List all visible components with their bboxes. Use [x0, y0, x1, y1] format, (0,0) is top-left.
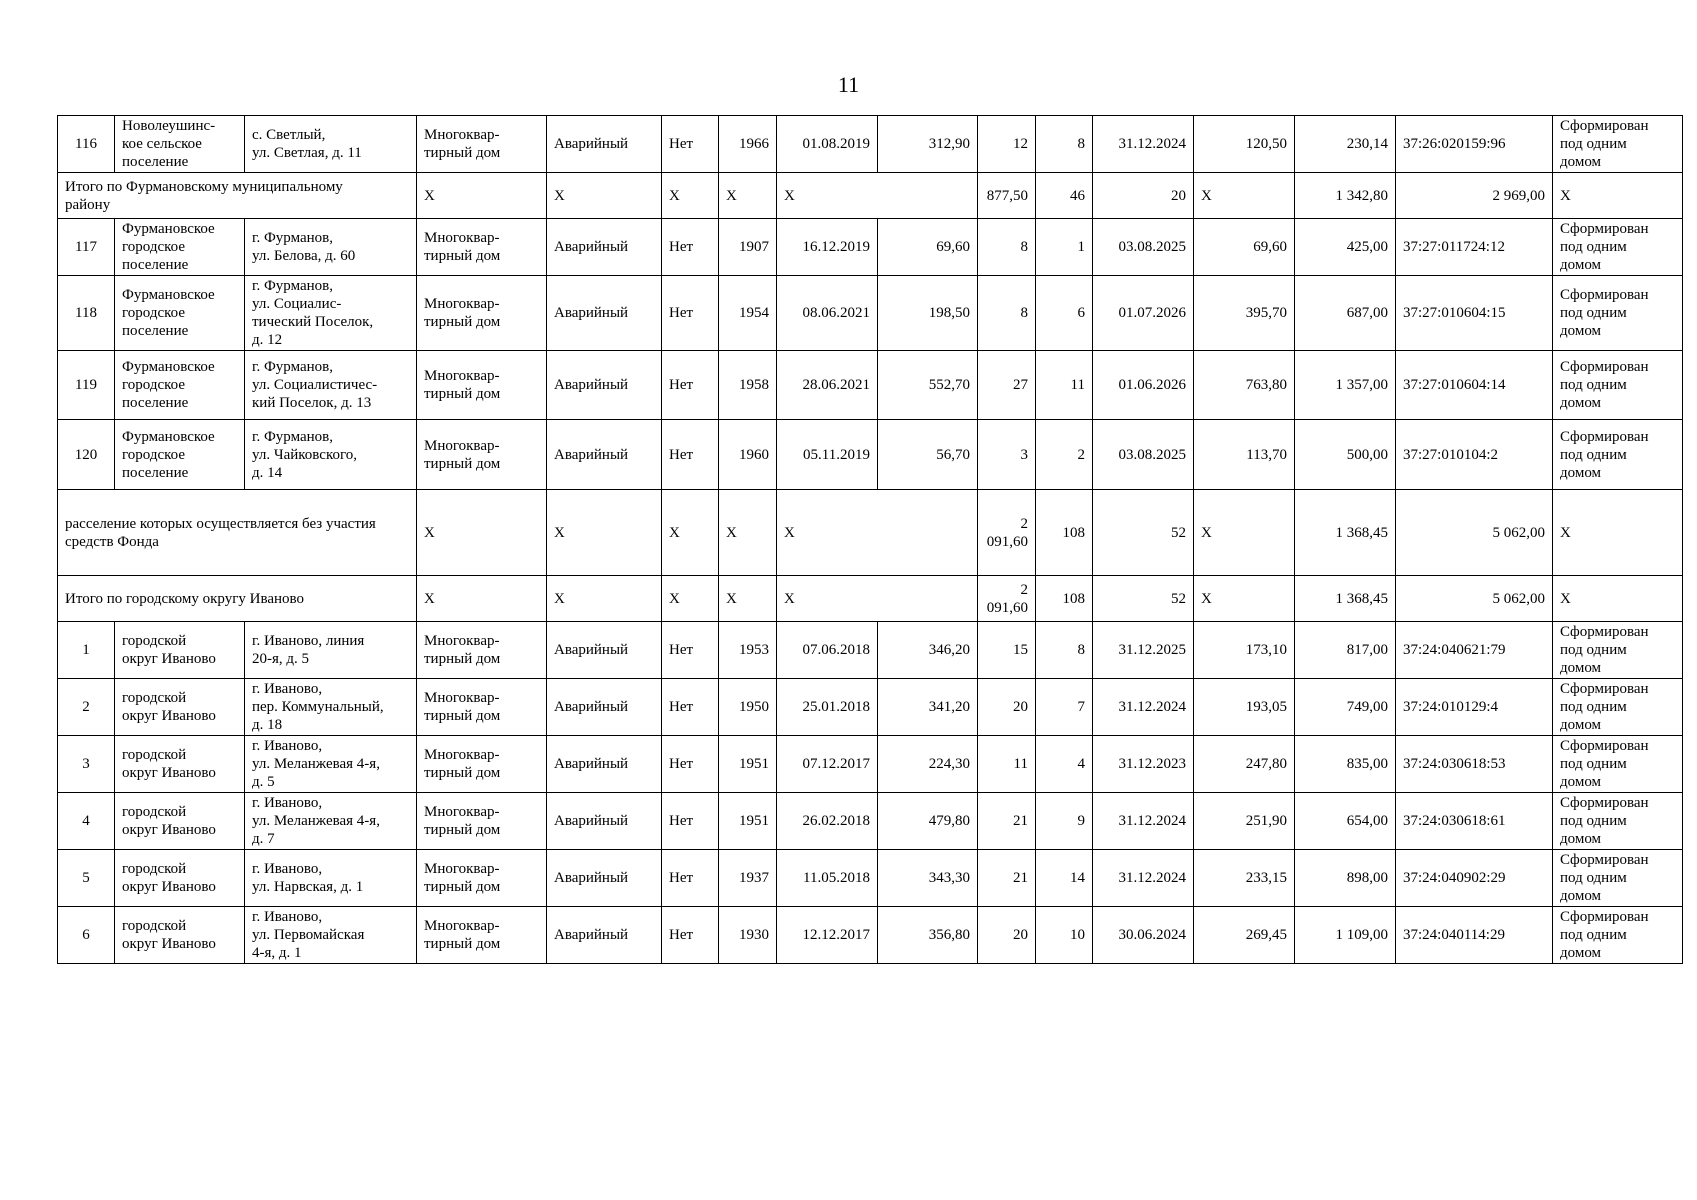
house-type-cell: Многоквар- тирный дом [417, 351, 547, 420]
cadastral-number-cell: 37:26:020159:96 [1396, 116, 1553, 173]
land-area-cell: 500,00 [1295, 420, 1396, 490]
area-cell: 69,60 [878, 219, 978, 276]
x-cell: X [719, 576, 777, 622]
resettle-area-cell: 1 342,80 [1295, 173, 1396, 219]
land-area-cell: 2 969,00 [1396, 173, 1553, 219]
residents-cell: 20 [978, 907, 1036, 964]
x-cell: X [1553, 173, 1683, 219]
status-cell: Сформирован под одним домом [1553, 679, 1683, 736]
area-cell: 2 091,60 [978, 490, 1036, 576]
cadastral-number-cell: 37:24:010129:4 [1396, 679, 1553, 736]
resettle-area-cell: 1 368,45 [1295, 490, 1396, 576]
x-cell: X [662, 490, 719, 576]
row-number-cell: 2 [58, 679, 115, 736]
table-row [58, 276, 1683, 351]
status-cell: Сформирован под одним домом [1553, 850, 1683, 907]
flag-cell: Нет [662, 116, 719, 173]
area-cell: 198,50 [878, 276, 978, 351]
rooms-cell: 1 [1036, 219, 1093, 276]
land-area-cell: 749,00 [1295, 679, 1396, 736]
housing-registry-table [57, 115, 1683, 964]
residents-cell: 8 [978, 219, 1036, 276]
rooms-cell: 14 [1036, 850, 1093, 907]
land-area-cell: 835,00 [1295, 736, 1396, 793]
date-cell: 07.06.2018 [777, 622, 878, 679]
total-row [58, 576, 1683, 622]
house-type-cell: Многоквар- тирный дом [417, 219, 547, 276]
resettle-area-cell: 1 368,45 [1295, 576, 1396, 622]
area-cell: 356,80 [878, 907, 978, 964]
area-cell: 2 091,60 [978, 576, 1036, 622]
land-area-cell: 1 357,00 [1295, 351, 1396, 420]
year-cell: 1954 [719, 276, 777, 351]
deadline-cell: 31.12.2024 [1093, 116, 1194, 173]
cadastral-number-cell: 37:24:030618:53 [1396, 736, 1553, 793]
area-cell: 346,20 [878, 622, 978, 679]
rooms-cell: 8 [1036, 622, 1093, 679]
deadline-cell: 01.07.2026 [1093, 276, 1194, 351]
rooms-cell: 52 [1093, 490, 1194, 576]
table-row [58, 420, 1683, 490]
municipality-cell: Фурмановское городское поселение [115, 276, 245, 351]
x-cell: X [719, 490, 777, 576]
total-title-cell: Итого по городскому округу Иваново [58, 576, 417, 622]
municipality-cell: Фурмановское городское поселение [115, 219, 245, 276]
state-cell: Аварийный [547, 736, 662, 793]
land-area-cell: 425,00 [1295, 219, 1396, 276]
flag-cell: Нет [662, 276, 719, 351]
deadline-cell: 31.12.2024 [1093, 850, 1194, 907]
residents-cell: 20 [978, 679, 1036, 736]
flag-cell: Нет [662, 736, 719, 793]
status-cell: Сформирован под одним домом [1553, 219, 1683, 276]
deadline-cell: 03.08.2025 [1093, 219, 1194, 276]
area-cell: 343,30 [878, 850, 978, 907]
table-row [58, 219, 1683, 276]
x-cell: X [777, 576, 978, 622]
municipality-cell: городской округ Иваново [115, 793, 245, 850]
state-cell: Аварийный [547, 793, 662, 850]
cadastral-number-cell: 37:27:010604:14 [1396, 351, 1553, 420]
address-cell: г. Фурманов, ул. Белова, д. 60 [245, 219, 417, 276]
rooms-cell: 11 [1036, 351, 1093, 420]
x-cell: X [547, 576, 662, 622]
flag-cell: Нет [662, 793, 719, 850]
total-title-cell: Итого по Фурмановскому муниципальному району [58, 173, 417, 219]
address-cell: г. Иваново, линия 20-я, д. 5 [245, 622, 417, 679]
row-number-cell: 3 [58, 736, 115, 793]
x-cell: X [1553, 576, 1683, 622]
address-cell: г. Иваново, ул. Меланжевая 4-я, д. 7 [245, 793, 417, 850]
deadline-cell: 31.12.2024 [1093, 793, 1194, 850]
address-cell: г. Иваново, пер. Коммунальный, д. 18 [245, 679, 417, 736]
municipality-cell: Новолеушинс- кое сельское поселение [115, 116, 245, 173]
rooms-cell: 2 [1036, 420, 1093, 490]
house-type-cell: Многоквар- тирный дом [417, 907, 547, 964]
land-area-cell: 687,00 [1295, 276, 1396, 351]
residents-cell: 21 [978, 793, 1036, 850]
x-cell: X [777, 490, 978, 576]
land-area-cell: 898,00 [1295, 850, 1396, 907]
cadastral-number-cell: 37:27:010604:15 [1396, 276, 1553, 351]
row-number-cell: 5 [58, 850, 115, 907]
year-cell: 1937 [719, 850, 777, 907]
residents-cell: 46 [1036, 173, 1093, 219]
date-cell: 25.01.2018 [777, 679, 878, 736]
row-number-cell: 117 [58, 219, 115, 276]
row-number-cell: 6 [58, 907, 115, 964]
resettle-area-cell: 113,70 [1194, 420, 1295, 490]
cadastral-number-cell: 37:24:040114:29 [1396, 907, 1553, 964]
land-area-cell: 817,00 [1295, 622, 1396, 679]
year-cell: 1951 [719, 736, 777, 793]
area-cell: 312,90 [878, 116, 978, 173]
state-cell: Аварийный [547, 276, 662, 351]
state-cell: Аварийный [547, 351, 662, 420]
resettle-area-cell: 251,90 [1194, 793, 1295, 850]
address-cell: г. Фурманов, ул. Социалистичес- кий Поселок, д. 13 [245, 351, 417, 420]
table-row [58, 736, 1683, 793]
date-cell: 08.06.2021 [777, 276, 878, 351]
rooms-cell: 52 [1093, 576, 1194, 622]
x-cell: X [1194, 173, 1295, 219]
row-number-cell: 119 [58, 351, 115, 420]
address-cell: г. Иваново, ул. Нарвская, д. 1 [245, 850, 417, 907]
flag-cell: Нет [662, 351, 719, 420]
table-row [58, 679, 1683, 736]
state-cell: Аварийный [547, 116, 662, 173]
resettle-area-cell: 173,10 [1194, 622, 1295, 679]
house-type-cell: Многоквар- тирный дом [417, 420, 547, 490]
area-cell: 56,70 [878, 420, 978, 490]
area-cell: 552,70 [878, 351, 978, 420]
total-title-cell: расселение которых осуществляется без участия средств Фонда [58, 490, 417, 576]
house-type-cell: Многоквар- тирный дом [417, 793, 547, 850]
x-cell: X [1553, 490, 1683, 576]
date-cell: 26.02.2018 [777, 793, 878, 850]
x-cell: X [1194, 490, 1295, 576]
land-area-cell: 1 109,00 [1295, 907, 1396, 964]
status-cell: Сформирован под одним домом [1553, 907, 1683, 964]
municipality-cell: городской округ Иваново [115, 679, 245, 736]
resettle-area-cell: 763,80 [1194, 351, 1295, 420]
table-row [58, 907, 1683, 964]
x-cell: X [417, 173, 547, 219]
status-cell: Сформирован под одним домом [1553, 116, 1683, 173]
house-type-cell: Многоквар- тирный дом [417, 276, 547, 351]
municipality-cell: городской округ Иваново [115, 622, 245, 679]
area-cell: 479,80 [878, 793, 978, 850]
address-cell: г. Иваново, ул. Первомайская 4-я, д. 1 [245, 907, 417, 964]
total-row [58, 173, 1683, 219]
status-cell: Сформирован под одним домом [1553, 276, 1683, 351]
municipality-cell: городской округ Иваново [115, 907, 245, 964]
residents-cell: 15 [978, 622, 1036, 679]
municipality-cell: городской округ Иваново [115, 850, 245, 907]
table-body [58, 116, 1683, 964]
house-type-cell: Многоквар- тирный дом [417, 736, 547, 793]
rooms-cell: 9 [1036, 793, 1093, 850]
residents-cell: 108 [1036, 576, 1093, 622]
municipality-cell: городской округ Иваново [115, 736, 245, 793]
rooms-cell: 6 [1036, 276, 1093, 351]
status-cell: Сформирован под одним домом [1553, 420, 1683, 490]
state-cell: Аварийный [547, 420, 662, 490]
date-cell: 07.12.2017 [777, 736, 878, 793]
status-cell: Сформирован под одним домом [1553, 736, 1683, 793]
x-cell: X [547, 173, 662, 219]
address-cell: г. Иваново, ул. Меланжевая 4-я, д. 5 [245, 736, 417, 793]
municipality-cell: Фурмановское городское поселение [115, 351, 245, 420]
year-cell: 1958 [719, 351, 777, 420]
date-cell: 01.08.2019 [777, 116, 878, 173]
cadastral-number-cell: 37:24:040902:29 [1396, 850, 1553, 907]
deadline-cell: 03.08.2025 [1093, 420, 1194, 490]
area-cell: 224,30 [878, 736, 978, 793]
rooms-cell: 7 [1036, 679, 1093, 736]
rooms-cell: 20 [1093, 173, 1194, 219]
x-cell: X [662, 576, 719, 622]
flag-cell: Нет [662, 850, 719, 907]
land-area-cell: 654,00 [1295, 793, 1396, 850]
x-cell: X [719, 173, 777, 219]
resettle-area-cell: 233,15 [1194, 850, 1295, 907]
year-cell: 1907 [719, 219, 777, 276]
year-cell: 1930 [719, 907, 777, 964]
table-row [58, 351, 1683, 420]
state-cell: Аварийный [547, 907, 662, 964]
resettle-area-cell: 247,80 [1194, 736, 1295, 793]
x-cell: X [662, 173, 719, 219]
year-cell: 1966 [719, 116, 777, 173]
row-number-cell: 118 [58, 276, 115, 351]
date-cell: 12.12.2017 [777, 907, 878, 964]
flag-cell: Нет [662, 219, 719, 276]
rooms-cell: 4 [1036, 736, 1093, 793]
area-cell: 877,50 [978, 173, 1036, 219]
x-cell: X [417, 490, 547, 576]
residents-cell: 27 [978, 351, 1036, 420]
flag-cell: Нет [662, 679, 719, 736]
x-cell: X [777, 173, 978, 219]
house-type-cell: Многоквар- тирный дом [417, 116, 547, 173]
state-cell: Аварийный [547, 622, 662, 679]
resettle-area-cell: 269,45 [1194, 907, 1295, 964]
house-type-cell: Многоквар- тирный дом [417, 850, 547, 907]
table-row [58, 116, 1683, 173]
table-row [58, 793, 1683, 850]
deadline-cell: 31.12.2025 [1093, 622, 1194, 679]
deadline-cell: 31.12.2023 [1093, 736, 1194, 793]
house-type-cell: Многоквар- тирный дом [417, 679, 547, 736]
resettle-area-cell: 120,50 [1194, 116, 1295, 173]
x-cell: X [417, 576, 547, 622]
house-type-cell: Многоквар- тирный дом [417, 622, 547, 679]
x-cell: X [1194, 576, 1295, 622]
rooms-cell: 10 [1036, 907, 1093, 964]
total-row [58, 490, 1683, 576]
resettle-area-cell: 395,70 [1194, 276, 1295, 351]
date-cell: 28.06.2021 [777, 351, 878, 420]
state-cell: Аварийный [547, 679, 662, 736]
flag-cell: Нет [662, 420, 719, 490]
year-cell: 1950 [719, 679, 777, 736]
rooms-cell: 8 [1036, 116, 1093, 173]
residents-cell: 8 [978, 276, 1036, 351]
residents-cell: 108 [1036, 490, 1093, 576]
table-row [58, 622, 1683, 679]
resettle-area-cell: 193,05 [1194, 679, 1295, 736]
land-area-cell: 5 062,00 [1396, 490, 1553, 576]
residents-cell: 21 [978, 850, 1036, 907]
x-cell: X [547, 490, 662, 576]
row-number-cell: 1 [58, 622, 115, 679]
address-cell: с. Светлый, ул. Светлая, д. 11 [245, 116, 417, 173]
cadastral-number-cell: 37:27:010104:2 [1396, 420, 1553, 490]
address-cell: г. Фурманов, ул. Социалис- тический Поселок, д. 12 [245, 276, 417, 351]
year-cell: 1951 [719, 793, 777, 850]
residents-cell: 12 [978, 116, 1036, 173]
cadastral-number-cell: 37:24:040621:79 [1396, 622, 1553, 679]
residents-cell: 3 [978, 420, 1036, 490]
status-cell: Сформирован под одним домом [1553, 351, 1683, 420]
date-cell: 05.11.2019 [777, 420, 878, 490]
deadline-cell: 01.06.2026 [1093, 351, 1194, 420]
flag-cell: Нет [662, 622, 719, 679]
land-area-cell: 230,14 [1295, 116, 1396, 173]
row-number-cell: 120 [58, 420, 115, 490]
flag-cell: Нет [662, 907, 719, 964]
row-number-cell: 4 [58, 793, 115, 850]
area-cell: 341,20 [878, 679, 978, 736]
status-cell: Сформирован под одним домом [1553, 622, 1683, 679]
date-cell: 11.05.2018 [777, 850, 878, 907]
date-cell: 16.12.2019 [777, 219, 878, 276]
resettle-area-cell: 69,60 [1194, 219, 1295, 276]
status-cell: Сформирован под одним домом [1553, 793, 1683, 850]
deadline-cell: 31.12.2024 [1093, 679, 1194, 736]
deadline-cell: 30.06.2024 [1093, 907, 1194, 964]
table-row [58, 850, 1683, 907]
state-cell: Аварийный [547, 219, 662, 276]
municipality-cell: Фурмановское городское поселение [115, 420, 245, 490]
page-number: 11 [837, 72, 860, 97]
cadastral-number-cell: 37:24:030618:61 [1396, 793, 1553, 850]
cadastral-number-cell: 37:27:011724:12 [1396, 219, 1553, 276]
year-cell: 1960 [719, 420, 777, 490]
address-cell: г. Фурманов, ул. Чайковского, д. 14 [245, 420, 417, 490]
residents-cell: 11 [978, 736, 1036, 793]
year-cell: 1953 [719, 622, 777, 679]
land-area-cell: 5 062,00 [1396, 576, 1553, 622]
state-cell: Аварийный [547, 850, 662, 907]
row-number-cell: 116 [58, 116, 115, 173]
